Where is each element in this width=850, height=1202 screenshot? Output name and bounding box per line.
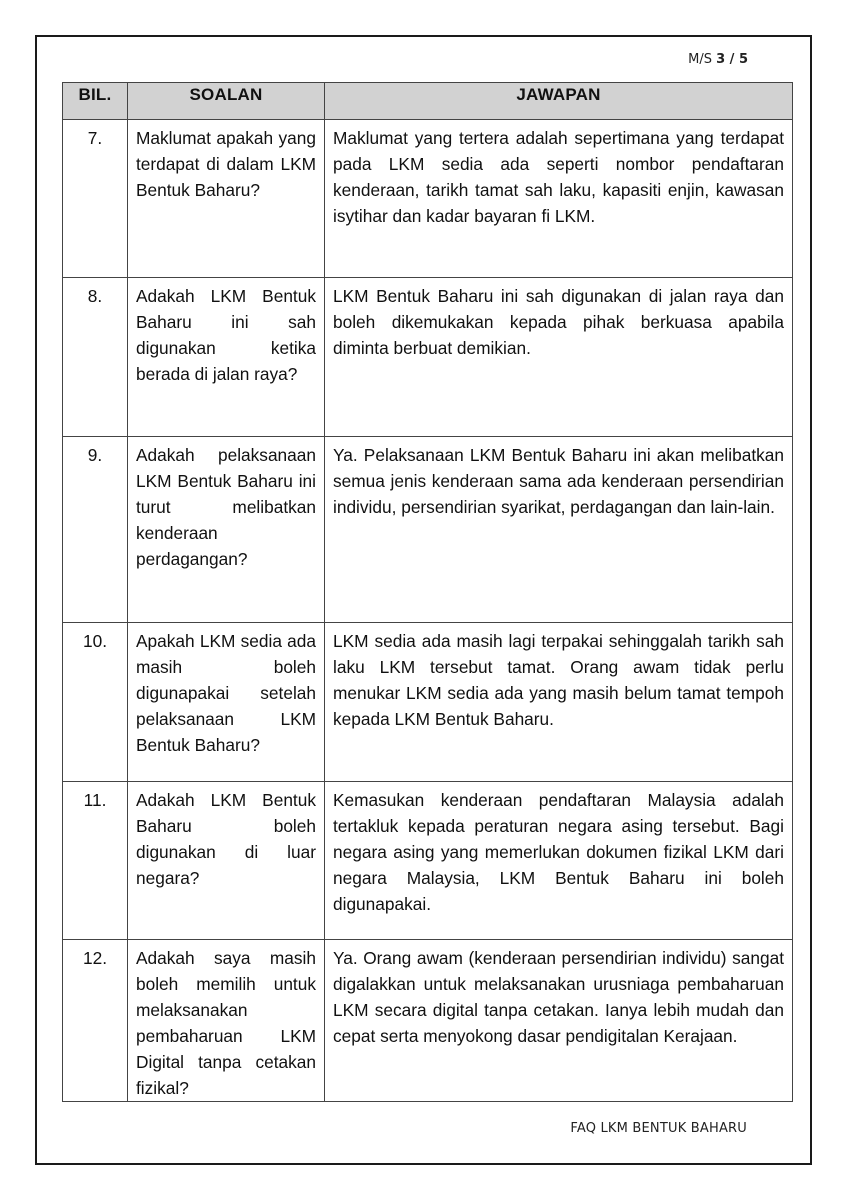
row-number: 10. [63,623,128,782]
row-number: 12. [63,940,128,1102]
answer-cell: Ya. Pelaksanaan LKM Bentuk Baharu ini akan melibatkan semua jenis kenderaan sama ada kenderaan persendirian individu, persendirian syarikat, perdagangan dan lain-lain. [325,437,793,623]
row-number: 7. [63,120,128,278]
question-cell: Maklumat apakah yang terdapat di dalam LKM Bentuk Baharu? [128,120,325,278]
answer-cell: LKM Bentuk Baharu ini sah digunakan di jalan raya dan boleh dikemukakan kepada pihak berkuasa apabila diminta berbuat demikian. [325,278,793,437]
answer-cell: Kemasukan kenderaan pendaftaran Malaysia adalah tertakluk kepada peraturan negara asing tersebut. Bagi negara asing yang memerlukan dokumen fizikal LKM dari negara Malaysia, LKM Bentuk Baharu ini boleh digunapakai. [325,782,793,940]
page-number [688,52,748,67]
answer-cell: Ya. Orang awam (kenderaan persendirian individu) sangat digalakkan untuk melaksanakan urusniaga pembaharuan LKM secara digital tanpa cetakan. Ianya lebih mudah dan cepat serta menyokong dasar pendigitalan Kerajaan. [325,940,793,1102]
table-row [63,278,793,437]
row-number: 9. [63,437,128,623]
faq-table [62,82,793,1102]
row-number: 11. [63,782,128,940]
column-header-jawapan: JAWAPAN [325,83,793,120]
question-cell: Adakah pelaksanaan LKM Bentuk Baharu ini turut melibatkan kenderaan perdagangan? [128,437,325,623]
table-row [63,120,793,278]
table-row [63,940,793,1102]
table-row [63,437,793,623]
column-header-soalan: SOALAN [128,83,325,120]
question-cell: Adakah LKM Bentuk Baharu ini sah digunakan ketika berada di jalan raya? [128,278,325,437]
question-cell: Adakah saya masih boleh memilih untuk melaksanakan pembaharuan LKM Digital tanpa cetakan fizikal? [128,940,325,1102]
answer-cell: Maklumat yang tertera adalah sepertimana yang terdapat pada LKM sedia ada seperti nombor pendaftaran kenderaan, tarikh tamat sah laku, kapasiti enjin, kawasan isytihar dan kadar bayaran fi LKM. [325,120,793,278]
footer-title: FAQ LKM BENTUK BAHARU [570,1121,747,1136]
answer-cell: LKM sedia ada masih lagi terpakai sehinggalah tarikh sah laku LKM tersebut tamat. Orang awam tidak perlu menukar LKM sedia ada yang masih belum tamat tempoh kepada LKM Bentuk Baharu. [325,623,793,782]
table-row [63,782,793,940]
page-prefix: M/S [688,52,717,67]
page-current: 3 [716,52,726,67]
question-cell: Apakah LKM sedia ada masih boleh digunapakai setelah pelaksanaan LKM Bentuk Baharu? [128,623,325,782]
column-header-bil: BIL. [63,83,128,120]
page-sep: / [725,52,739,67]
row-number: 8. [63,278,128,437]
page-total: 5 [738,52,748,67]
question-cell: Adakah LKM Bentuk Baharu boleh digunakan di luar negara? [128,782,325,940]
table-header-row [63,83,793,120]
table-row [63,623,793,782]
